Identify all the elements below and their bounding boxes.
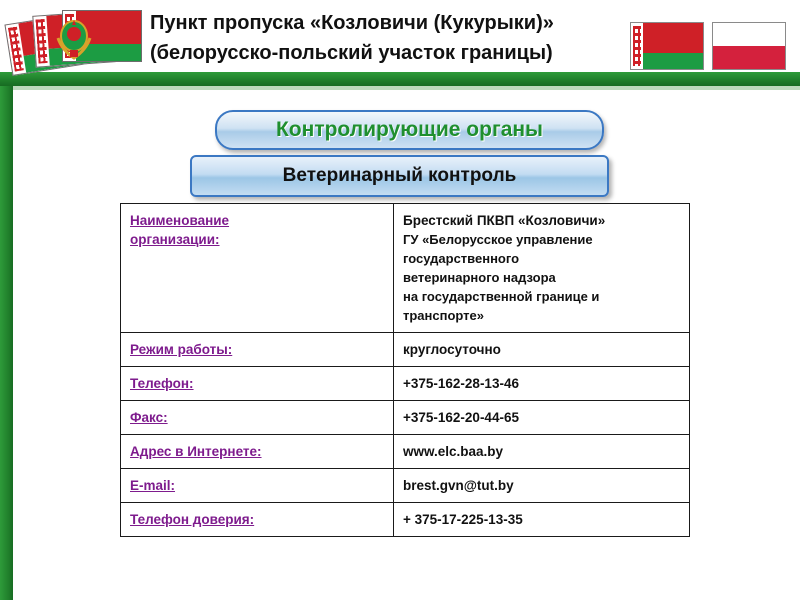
row-value-website[interactable] [394,435,690,469]
page-title [150,8,670,68]
page-title-line-2: (белорусско-польский участок границы) [150,42,553,64]
row-label-text: Телефон: [130,376,194,391]
value-line: ветеринарного надзора [403,270,556,285]
row-value-working-hours [394,333,690,367]
table-body [121,204,690,537]
row-label-website [121,435,394,469]
banner-veterinary-control [190,155,609,197]
header-green-divider [0,72,800,86]
row-value-email[interactable] [394,469,690,503]
row-label-text: Факс: [130,410,168,425]
value-line[interactable]: brest.gvn@tut.by [403,478,514,493]
value-line[interactable]: www.elc.baa.by [403,444,504,459]
row-label-text: Телефон доверия: [130,512,255,527]
row-label-text: Адрес в Интернете: [130,444,262,459]
table-row [121,204,690,333]
row-label-text: Режим работы: [130,342,233,357]
row-label-working-hours [121,333,394,367]
value-line: Брестский ПКВП «Козловичи» [403,213,606,228]
value-line: на государственной границе и транспорте» [403,289,600,323]
row-label-line-1: Наименование [130,213,230,228]
row-value-fax [394,401,690,435]
value-line: + 375-17-225-13-35 [403,512,523,527]
flag-poland-icon [712,22,786,70]
table-row [121,503,690,537]
row-label-hotline [121,503,394,537]
table-row [121,401,690,435]
row-label-phone [121,367,394,401]
table-row [121,367,690,401]
emblem-belarus-icon [52,14,96,62]
banner-controlling-organs-label: Контролирующие органы [275,118,543,141]
row-label-organization-name [121,204,394,333]
row-label-email [121,469,394,503]
left-green-strip [0,86,13,600]
row-label-fax [121,401,394,435]
banner-veterinary-control-label: Ветеринарный контроль [282,165,517,186]
value-line: ГУ «Белорусское управление государственного [403,232,593,266]
flag-belarus-icon [630,22,704,70]
row-value-organization-name [394,204,690,333]
banner-controlling-organs [215,110,604,150]
organization-info-table [120,203,690,537]
row-label-text: E-mail: [130,478,176,493]
table-row [121,435,690,469]
value-line: +375-162-28-13-46 [403,376,519,391]
table-row [121,333,690,367]
row-value-hotline [394,503,690,537]
row-value-phone [394,367,690,401]
value-line: круглосуточно [403,342,501,357]
belarus-flag-cluster [8,4,148,70]
page-header [0,0,800,86]
value-line: +375-162-20-44-65 [403,410,519,425]
row-label-line-2: организации: [130,232,220,247]
table-row [121,469,690,503]
page-title-line-1: Пункт пропуска «Козловичи (Кукурыки)» [150,12,554,34]
